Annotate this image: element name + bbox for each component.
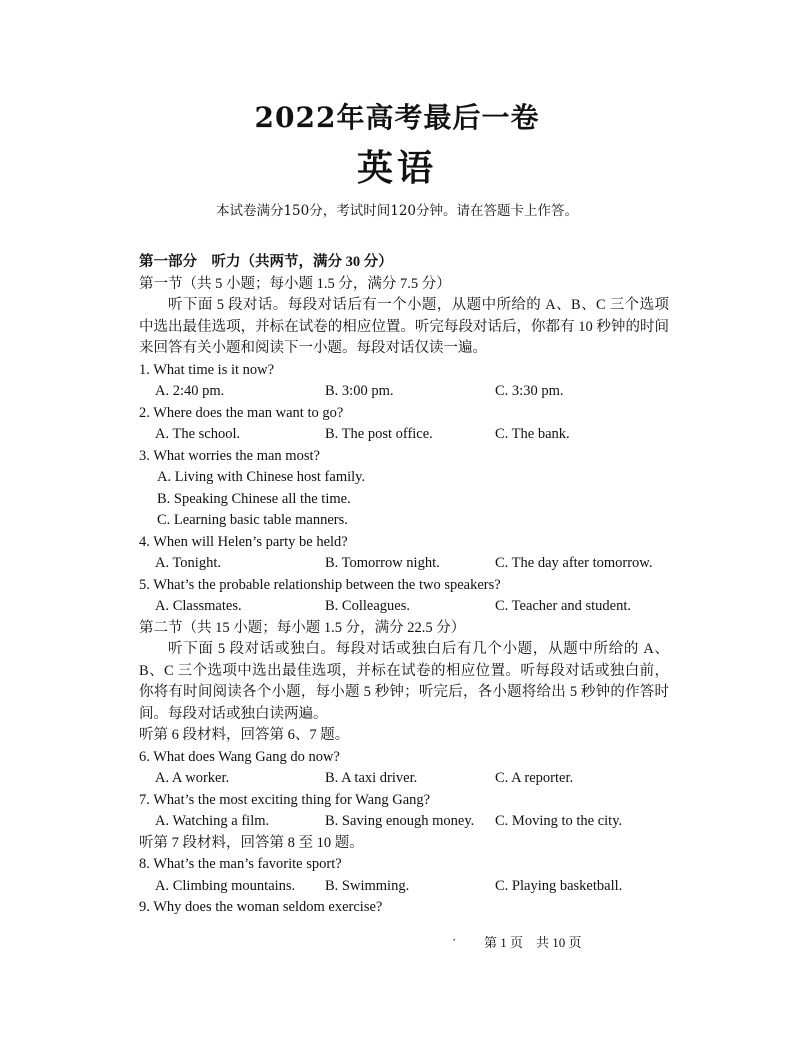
option-a: A. Living with Chinese host family. (157, 469, 366, 485)
page-number: 第 1 页 共 10 页 (484, 935, 582, 950)
question-options (139, 876, 669, 898)
exam-title: 2022年高考最后一卷 (254, 101, 540, 134)
material-heading: 听第 6 段材料，回答第 6、7 题。 (139, 727, 350, 743)
option-c: C. Learning basic table manners. (157, 512, 348, 528)
question-options (139, 381, 669, 403)
question-options (139, 596, 669, 618)
question-stem: 9. Why does the woman seldom exercise? (139, 899, 383, 915)
option-a: A. 2:40 pm. (155, 383, 225, 399)
section2-directions: 听下面 5 段对话或独白。每段对话或独白后有几个小题，从题中所给的 A、B、C 三个选项中选出最佳选项，并标在试卷的相应位置。听每段对话或独白前，你将有时间阅读各个小题，每小题 5 秒钟；听完后，各小题将给出 5 秒钟的作答时间。每段对话或独白读两遍。 (139, 641, 669, 722)
question-options (139, 768, 669, 790)
question-stem: 5. What’s the probable relationship between the two speakers? (139, 576, 501, 593)
option-b: B. Swimming. (325, 877, 410, 894)
exam-instruction: 本试卷满分150分，考试时间120分钟。请在答题卡上作答。 (215, 203, 579, 219)
option-b: B. Tomorrow night. (325, 555, 440, 571)
part1-heading: 第一部分 听力（共两节，满分 30 分） (139, 254, 393, 270)
option-a: A. Climbing mountains. (155, 877, 296, 894)
question-stem: 8. What’s the man’s favorite sport? (139, 856, 342, 872)
option-a: A. Watching a film. (155, 813, 270, 829)
option-c: C. A reporter. (495, 770, 574, 786)
option-c: C. The bank. (495, 426, 570, 442)
question-stem: 7. What’s the most exciting thing for Wang Gang? (139, 791, 431, 808)
option-b: B. 3:00 pm. (325, 383, 394, 399)
material-heading: 听第 7 段材料，回答第 8 至 10 题。 (139, 834, 364, 851)
section1-directions: 听下面 5 段对话。每段对话后有一个小题，从题中所给的 A、B、C 三个选项中选出最佳选项，并标在试卷的相应位置。听完每段对话后，你都有 10 秒钟的时间来回答有关小题和阅读下一小题。每段对话仅读一遍。 (139, 297, 669, 356)
option-b: B. A taxi driver. (325, 770, 418, 786)
question-stem: 6. What does Wang Gang do now? (139, 748, 340, 765)
option-a: A. Classmates. (155, 598, 242, 614)
option-c: C. Moving to the city. (495, 813, 623, 829)
option-a: A. Tonight. (155, 555, 221, 571)
option-b: B. Saving enough money. (325, 813, 475, 829)
option-a: A. The school. (155, 426, 241, 442)
option-c: C. The day after tomorrow. (495, 555, 653, 571)
subject-title: 英语 (356, 147, 437, 189)
question-stem: 3. What worries the man most? (139, 447, 320, 464)
option-c: C. Playing basketball. (495, 877, 623, 894)
exam-body (139, 252, 669, 919)
question-options (139, 424, 669, 446)
section1-heading: 第一节（共 5 小题；每小题 1.5 分，满分 7.5 分） (139, 275, 451, 292)
option-c: C. Teacher and student. (495, 598, 632, 614)
option-c: C. 3:30 pm. (495, 383, 564, 399)
question-options (139, 811, 669, 833)
footer-dot: · (452, 932, 457, 947)
section2-heading: 第二节（共 15 小题；每小题 1.5 分，满分 22.5 分） (139, 619, 466, 636)
option-a: A. A worker. (155, 770, 230, 786)
question-stem: 2. Where does the man want to go? (139, 404, 344, 421)
option-b: B. Colleagues. (325, 598, 410, 614)
question-options (139, 553, 669, 575)
question-stem: 1. What time is it now? (139, 361, 275, 378)
option-b: B. The post office. (325, 426, 433, 442)
question-stem: 4. When will Helen’s party be held? (139, 533, 348, 550)
option-b: B. Speaking Chinese all the time. (157, 490, 351, 507)
